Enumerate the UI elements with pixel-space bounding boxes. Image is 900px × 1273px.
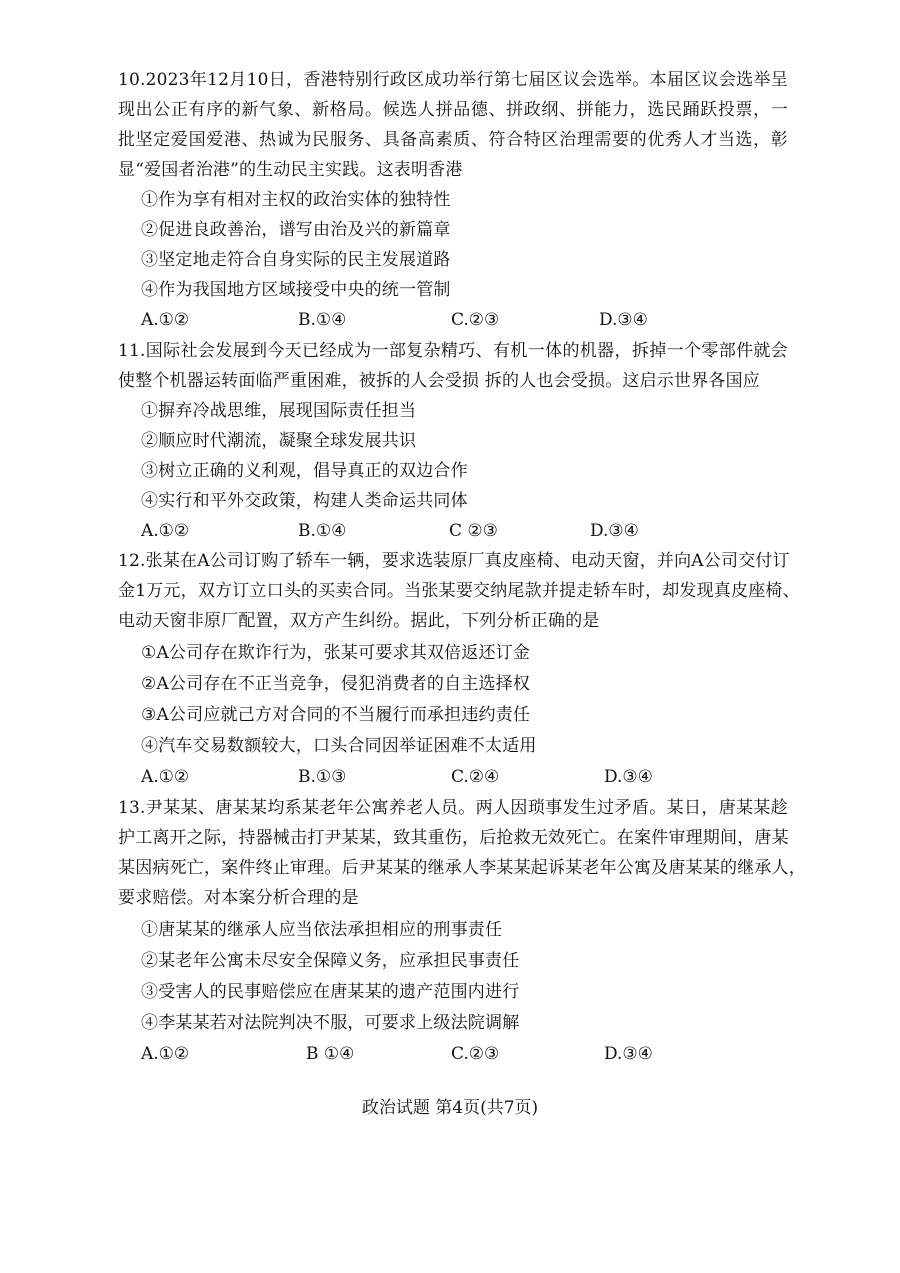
question-10-option-3: ③坚定地走符合自身实际的民主发展道路 xyxy=(141,250,451,270)
question-13-option-3: ③受害人的民事赔偿应在唐某某的遗产范围内进行 xyxy=(141,982,520,1002)
choice-c: C.②③ xyxy=(451,310,500,330)
question-13-stem-line: 13.尹某某、唐某某均系某老年公寓养老人员。两人因琐事发生过矛盾。某日，唐某某趁 xyxy=(118,798,788,818)
question-12-stem-line: 电动天窗非原厂配置，双方产生纠纷。据此，下列分析正确的是 xyxy=(118,611,600,631)
choice-b: B.①④ xyxy=(298,521,347,541)
question-10-stem-line: 批坚定爱国爱港、热诚为民服务、具备高素质、符合特区治理需要的优秀人才当选，彰 xyxy=(118,130,788,150)
question-12-option-2: ②A公司存在不正当竞争，侵犯消费者的自主选择权 xyxy=(141,674,531,694)
question-10-stem-line: 显“爱国者治港”的生动民主实践。这表明香港 xyxy=(118,160,463,180)
question-11-stem-line: 11.国际社会发展到今天已经成为一部复杂精巧、有机一体的机器，拆掉一个零部件就会 xyxy=(118,341,788,361)
question-13-option-2: ②某老年公寓未尽安全保障义务，应承担民事责任 xyxy=(141,951,520,971)
page-footer: 政治试题 第4页(共7页) xyxy=(361,1098,539,1118)
question-10-stem-line: 10.2023年12月10日，香港特别行政区成功举行第七届区议会选举。本届区议会选举呈 xyxy=(118,70,788,90)
question-10-choices xyxy=(141,310,701,330)
question-13-choices xyxy=(141,1044,701,1064)
choice-a: A.①② xyxy=(141,767,190,787)
question-10-option-1: ①作为享有相对主权的政治实体的独特性 xyxy=(141,190,451,210)
question-13-option-1: ①唐某某的继承人应当依法承担相应的刑事责任 xyxy=(141,920,503,940)
question-11-choices xyxy=(141,521,701,541)
question-12-choices xyxy=(141,767,701,787)
question-13-stem-line: 某因病死亡，案件终止审理。后尹某某的继承人李某某起诉某老年公寓及唐某某的继承人， xyxy=(118,858,806,878)
question-13-stem-line: 护工离开之际，持器械击打尹某某，致其重伤，后抢救无效死亡。在案件审理期间，唐某 xyxy=(118,828,789,848)
choice-c: C.②③ xyxy=(451,1044,500,1064)
question-12-option-3: ③A公司应就己方对合同的不当履行而承担违约责任 xyxy=(141,705,531,725)
choice-c: C ②③ xyxy=(449,521,498,541)
choice-d: D.③④ xyxy=(590,521,639,541)
question-11-option-2: ②顺应时代潮流，凝聚全球发展共识 xyxy=(141,431,417,451)
question-11-stem-line: 使整个机器运转面临严重困难，被拆的人会受损 拆的人也会受损。这启示世界各国应 xyxy=(118,371,761,391)
choice-a: A.①② xyxy=(141,1044,190,1064)
question-12-stem-line: 金1万元，双方订立口头的买卖合同。当张某要交纳尾款并提走轿车时，却发现真皮座椅、 xyxy=(118,581,800,601)
question-12-option-4: ④汽车交易数额较大，口头合同因举证困难不太适用 xyxy=(141,736,537,756)
choice-a: A.①② xyxy=(141,521,190,541)
question-11-option-4: ④实行和平外交政策，构建人类命运共同体 xyxy=(141,491,468,511)
choice-d: D.③④ xyxy=(604,767,653,787)
choice-b: B ①④ xyxy=(306,1044,355,1064)
question-13-stem-line: 要求赔偿。对本案分析合理的是 xyxy=(118,888,359,908)
question-11-option-3: ③树立正确的义利观，倡导真正的双边合作 xyxy=(141,461,468,481)
choice-d: D.③④ xyxy=(599,310,648,330)
choice-c: C.②④ xyxy=(451,767,500,787)
question-13-option-4: ④李某某若对法院判决不服，可要求上级法院调解 xyxy=(141,1013,520,1033)
question-11-option-1: ①摒弃冷战思维，展现国际责任担当 xyxy=(141,401,417,421)
choice-b: B.①③ xyxy=(298,767,347,787)
question-10-option-4: ④作为我国地方区域接受中央的统一管制 xyxy=(141,280,451,300)
choice-d: D.③④ xyxy=(604,1044,653,1064)
question-10-stem-line: 现出公正有序的新气象、新格局。候选人拼品德、拼政纲、拼能力，选民踊跃投票，一 xyxy=(118,100,788,120)
question-10-option-2: ②促进良政善治，谱写由治及兴的新篇章 xyxy=(141,220,451,240)
choice-a: A.①② xyxy=(141,310,190,330)
question-12-option-1: ①A公司存在欺诈行为，张某可要求其双倍返还订金 xyxy=(141,643,531,663)
choice-b: B.①④ xyxy=(298,310,347,330)
question-12-stem-line: 12.张某在A公司订购了轿车一辆，要求选装原厂真皮座椅、电动天窗，并向A公司交付订 xyxy=(118,551,790,571)
